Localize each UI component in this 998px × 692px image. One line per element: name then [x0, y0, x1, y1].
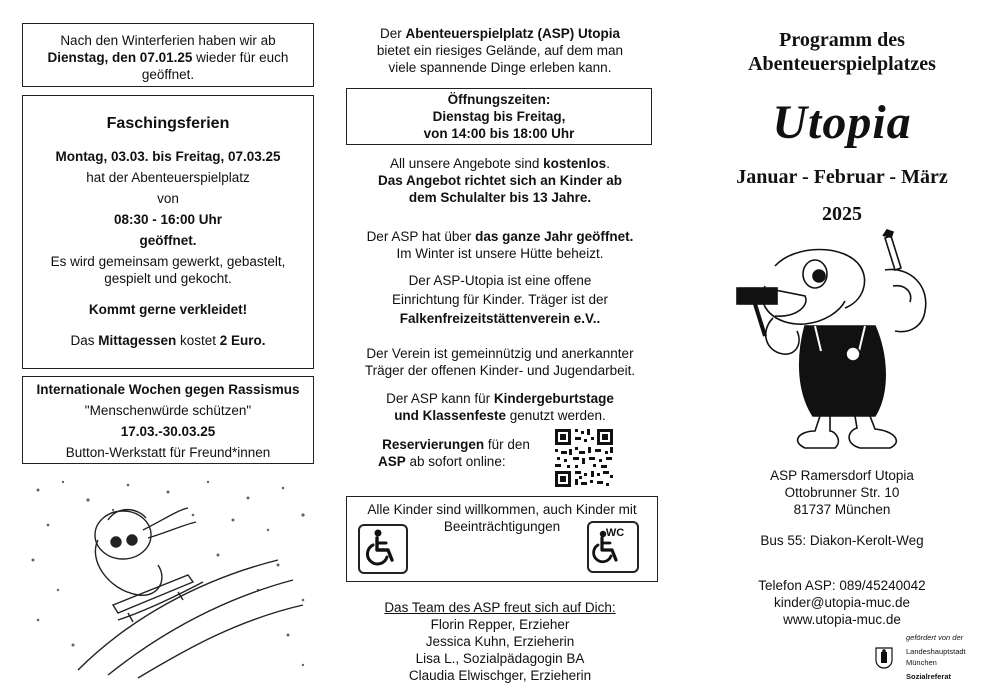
team-member: Claudia Elwischger, Erzieherin: [408, 668, 592, 683]
opening-hours-box: [346, 88, 652, 145]
yearround-line2: Im Winter ist unsere Hütte beheizt.: [396, 246, 604, 261]
reopen-date: Dienstag, den 07.01.25: [47, 50, 193, 65]
sponsor-line2: Landeshauptstadt: [906, 647, 966, 656]
free-block: [330, 155, 670, 206]
parties-pre: Der ASP kann für: [386, 391, 494, 406]
facility-line3: Falkenfreizeitstättenverein e.V..: [399, 311, 601, 326]
intro-bold: Abenteuerspielplatz (ASP) Utopia: [405, 26, 621, 41]
reservation-bold1: Reservierungen: [382, 437, 485, 452]
facility-line2: Einrichtung für Kinder. Träger ist der: [391, 292, 609, 307]
association-line2: Träger der offenen Kinder- und Jugendarbeit.: [364, 363, 636, 378]
reopen-line1: Nach den Winterferien haben wir ab: [60, 33, 276, 48]
racism-box: [22, 376, 314, 464]
parties-block: [330, 390, 670, 424]
fasching-open: geöffnet.: [139, 233, 197, 248]
yearround-bold: das ganze Jahr geöffnet.: [475, 229, 634, 244]
free-post: .: [606, 156, 610, 171]
team-member: Jessica Kuhn, Erzieherin: [425, 634, 575, 649]
free-line2: Das Angebot richtet sich an Kinder ab: [377, 173, 623, 188]
address-block: [700, 467, 984, 518]
hours-title: Öffnungszeiten:: [447, 92, 551, 107]
bus-info: Bus 55: Diakon-Kerolt-Weg: [760, 533, 924, 548]
fasching-line2: hat der Abenteuerspielplatz: [86, 170, 250, 185]
reopen-line2: wieder für euch: [192, 50, 289, 65]
sponsor-line3: München: [906, 658, 937, 667]
contact-block: [700, 577, 984, 628]
facility-line1: Der ASP-Utopia ist eine offene: [408, 273, 592, 288]
free-line3: dem Schulalter bis 13 Jahre.: [408, 190, 592, 205]
reopen-box: [22, 23, 314, 87]
hours-time: von 14:00 bis 18:00 Uhr: [423, 126, 575, 141]
team-member: Lisa L., Sozialpädagogin BA: [415, 651, 585, 666]
fasching-title: Faschingsferien: [106, 115, 230, 132]
racism-title: Internationale Wochen gegen Rassismus: [36, 382, 300, 397]
parties-bold2: und Klassenfeste: [394, 408, 506, 423]
yearround-block: [330, 228, 670, 262]
fasching-activities2: gespielt und gekocht.: [104, 271, 232, 286]
fasching-lunch-mid: kostet: [176, 333, 220, 348]
intro-line3: viele spannende Dinge erleben kann.: [388, 60, 612, 75]
fasching-lunch-bold: Mittagessen: [98, 333, 177, 348]
fasching-activities1: Es wird gemeinsam gewerkt, gebastelt,: [50, 254, 286, 269]
hours-days: Dienstag bis Freitag,: [432, 109, 566, 124]
sponsor-line4: Sozialreferat: [906, 672, 952, 681]
sledding-kid-illustration: [18, 470, 318, 680]
wc-label: WC: [605, 527, 625, 539]
reservation-block: [362, 436, 550, 470]
reservation-post2: ab sofort online:: [405, 454, 506, 469]
parties-post: genutzt werden.: [505, 408, 606, 423]
intro-pre: Der: [379, 26, 406, 41]
months: Januar - Februar - März: [736, 166, 948, 188]
address-line1: ASP Ramersdorf Utopia: [770, 468, 914, 483]
heading-line2: Abenteuerspielplatzes: [748, 53, 936, 75]
reopen-line3: geöffnet.: [141, 67, 195, 82]
contact-phone[interactable]: Telefon ASP: 089/45240042: [758, 578, 926, 593]
sponsor-line1: gefördert von der: [906, 633, 964, 642]
reservation-bold2: ASP: [378, 454, 406, 469]
inclusion-line2: Beeinträchtigungen: [443, 519, 561, 534]
year: 2025: [822, 203, 862, 225]
wheelchair-icon: [358, 524, 408, 574]
inclusion-line1: Alle Kinder sind willkommen, auch Kinder mit: [367, 502, 637, 517]
fasching-line3: von: [157, 191, 179, 206]
racism-motto: "Menschenwürde schützen": [84, 403, 252, 418]
racism-workshop: Button-Werkstatt für Freund*innen: [65, 445, 271, 460]
address-line2: Ottobrunner Str. 10: [784, 485, 900, 500]
qr-code[interactable]: [553, 427, 615, 489]
address-line3: 81737 München: [793, 502, 891, 517]
fasching-costume: Kommt gerne verkleidet!: [88, 302, 248, 317]
fasching-lunch-price: 2 Euro.: [219, 333, 266, 348]
fasching-box: [22, 95, 314, 369]
yearround-pre: Der ASP hat über: [366, 229, 476, 244]
team-member: Florin Repper, Erzieher: [430, 617, 570, 632]
parties-bold1: Kindergeburtstage: [493, 391, 614, 406]
contact-email[interactable]: kinder@utopia-muc.de: [773, 595, 911, 610]
association-line1: Der Verein ist gemeinnützig und anerkannter: [366, 346, 634, 361]
intro-block: [330, 25, 670, 76]
utopia-title: Utopia: [772, 96, 912, 149]
contact-web[interactable]: www.utopia-muc.de: [783, 612, 901, 627]
heading-line1: Programm des: [779, 29, 905, 51]
program-heading: [700, 28, 984, 76]
association-block: [330, 345, 670, 379]
munich-coat-of-arms-icon: [875, 647, 893, 669]
facility-block: [330, 272, 670, 327]
mascot-bird-illustration: [735, 226, 950, 454]
free-bold: kostenlos: [543, 156, 607, 171]
team-block: [330, 599, 670, 684]
free-pre: All unsere Angebote sind: [390, 156, 544, 171]
team-title: Das Team des ASP freut sich auf Dich:: [384, 600, 616, 615]
racism-dates: 17.03.-30.03.25: [120, 424, 216, 439]
fasching-dates: Montag, 03.03. bis Freitag, 07.03.25: [55, 149, 281, 164]
intro-line2: bietet ein riesiges Gelände, auf dem man: [376, 43, 624, 58]
wheelchair-wc-icon: [587, 521, 639, 573]
sponsor-block: [906, 632, 994, 682]
fasching-lunch-pre: Das: [70, 333, 99, 348]
fasching-hours: 08:30 - 16:00 Uhr: [113, 212, 223, 227]
reservation-post1: für den: [484, 437, 530, 452]
